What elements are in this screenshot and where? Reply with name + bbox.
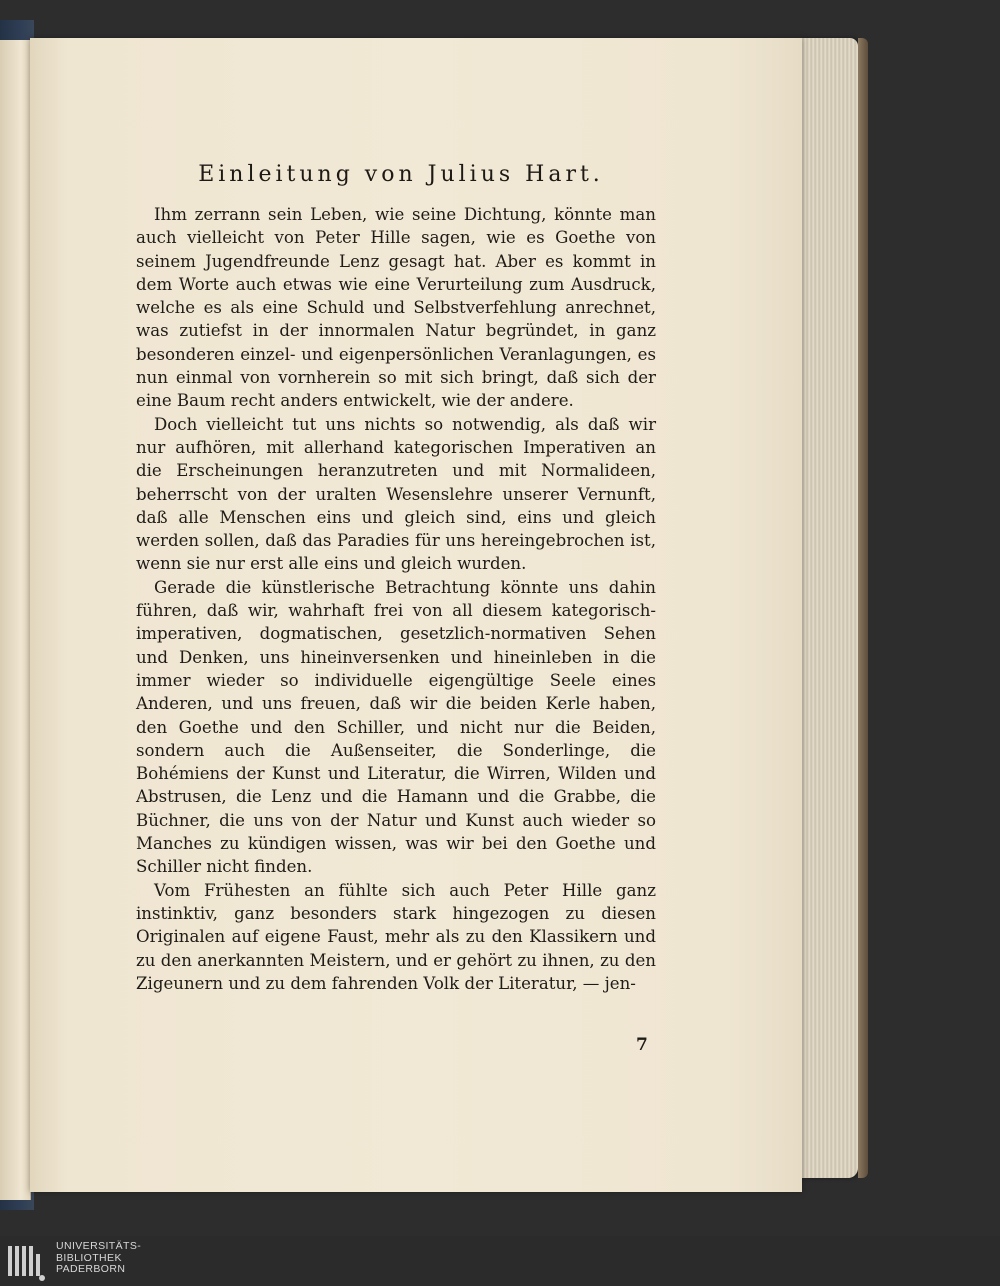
paragraph: Gerade die künstlerische Betrachtung könnte uns dahin führen, daß wir, wahrhaft frei von all diesem kategorisch-imperativen, dogmatischen, gesetzlich-normativen Sehen und Denken, uns hineinversenken und hineinleben in die immer wieder so individuelle eigengültige Seele eines Anderen, und uns freuen, daß wir die beiden Kerle haben, den Goethe und den Schiller, und nicht nur die Beiden, sondern auch die Außenseiter, die Sonderlinge, die Bohémiens der Kunst und Literatur, die Wirren, Wilden und Abstrusen, die Lenz und die Hamann und die Grabbe, die Büchner, die uns von der Natur und Kunst auch wieder so Manches zu kündigen wissen, was wir bei den Goethe und Schiller nicht finden.	[136, 577, 656, 877]
page-number: 7	[636, 1035, 648, 1055]
paragraph: Doch vielleicht tut uns nichts so notwendig, als daß wir nur aufhören, mit allerhand kategorischen Imperativen an die Erscheinungen heranzutreten und mit Normalideen, beherrscht von der uralten Wesenslehre unserer Vernunft, daß alle Menschen eins und gleich sind, eins und gleich werden sollen, daß das Paradies für uns hereingebrochen ist, wenn sie nur erst alle eins und gleich wurden.	[136, 414, 656, 574]
library-name-line: BIBLIOTHEK	[56, 1251, 122, 1264]
library-footer	[0, 1236, 1000, 1286]
library-logo-icon	[6, 1242, 48, 1282]
paragraph: Vom Frühesten an fühlte sich auch Peter Hille ganz instinktiv, ganz besonders stark hingezogen zu diesen Originalen auf eigene Faust, mehr als zu den Klassikern und zu den anerkannten Meistern, und er gehört zu ihnen, zu den Zigeunern und zu dem fahrenden Volk der Literatur, — jen-	[136, 880, 656, 993]
library-name-line: PADERBORN	[56, 1263, 126, 1275]
chapter-title: Einleitung von Julius Hart.	[198, 162, 604, 187]
page-text-block	[136, 150, 656, 995]
paragraph: Ihm zerrann sein Leben, wie seine Dichtung, könnte man auch vielleicht von Peter Hille sagen, wie es Goethe von seinem Jugendfreunde Lenz gesagt hat. Aber es kommt in dem Worte auch etwas wie eine Verurteilung zum Ausdruck, welche es als eine Schuld und Selbstverfehlung anrechnet, was zutiefst in der innormalen Natur begründet, in ganz besonderen einzel- und eigenpersönlichen Veranlagungen, es nun einmal von vornherein so mit sich bringt, daß sich der eine Baum recht anders entwickelt, wie der andere.	[136, 205, 656, 411]
page-block-edges	[800, 38, 858, 1178]
left-page-edge	[0, 40, 31, 1200]
library-name-line: UNIVERSITÄTS-	[56, 1240, 142, 1252]
library-name	[56, 1241, 141, 1276]
book-cover-right-edge	[858, 38, 868, 1178]
